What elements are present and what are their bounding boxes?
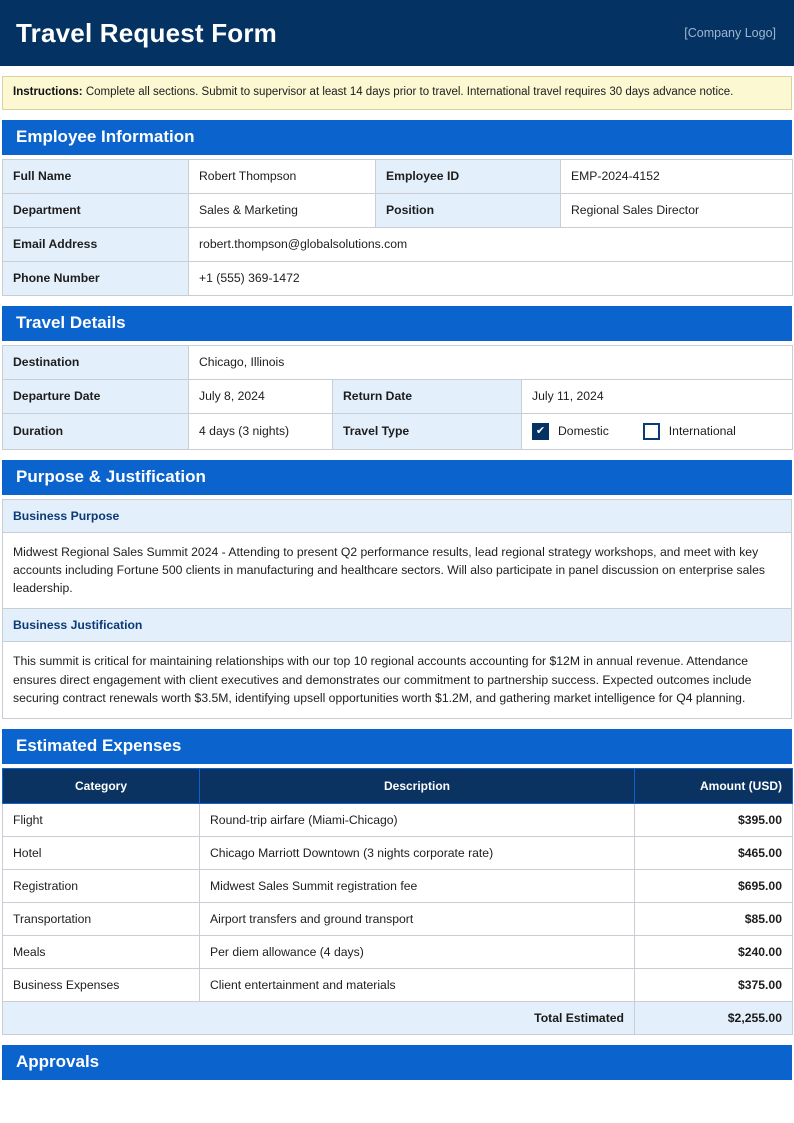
field-label-department: Department bbox=[3, 193, 189, 227]
company-logo-placeholder: [Company Logo] bbox=[684, 26, 776, 40]
table-row bbox=[3, 903, 793, 936]
section-header-purpose-justification: Purpose & Justification bbox=[2, 460, 792, 495]
field-value-business-purpose: Midwest Regional Sales Summit 2024 - Attending to present Q2 performance results, lead regional strategy workshops, and meet with key accounts including Fortune 500 clients in manufacturing and healthcare sectors. Will also participate in panel discussion on enterprise sales leadership. bbox=[2, 533, 792, 610]
field-value-phone-number: +1 (555) 369-1472 bbox=[189, 261, 793, 295]
section-header-employee-information: Employee Information bbox=[2, 120, 792, 155]
checkbox-domestic[interactable] bbox=[532, 423, 609, 440]
checkbox-label-domestic: Domestic bbox=[558, 424, 609, 439]
instructions-label: Instructions: bbox=[13, 86, 83, 98]
expense-category: Hotel bbox=[3, 837, 200, 870]
checkbox-unchecked-icon[interactable] bbox=[643, 423, 660, 440]
field-label-departure-date: Departure Date bbox=[3, 379, 189, 413]
page-title: Travel Request Form bbox=[16, 17, 277, 48]
field-value-full-name: Robert Thompson bbox=[189, 159, 376, 193]
expense-description: Airport transfers and ground transport bbox=[200, 903, 635, 936]
table-row bbox=[3, 227, 793, 261]
field-value-employee-id: EMP-2024-4152 bbox=[561, 159, 793, 193]
expense-description: Midwest Sales Summit registration fee bbox=[200, 870, 635, 903]
instructions-text: Complete all sections. Submit to supervisor at least 14 days prior to travel. International travel requires 30 days advance notice. bbox=[85, 86, 734, 98]
table-row bbox=[3, 936, 793, 969]
field-value-department: Sales & Marketing bbox=[189, 193, 376, 227]
table-row bbox=[3, 837, 793, 870]
field-value-position: Regional Sales Director bbox=[561, 193, 793, 227]
expense-category: Registration bbox=[3, 870, 200, 903]
field-value-departure-date: July 8, 2024 bbox=[189, 379, 333, 413]
field-label-email-address: Email Address bbox=[3, 227, 189, 261]
table-row bbox=[3, 804, 793, 837]
expense-amount: $395.00 bbox=[635, 804, 793, 837]
expense-category: Meals bbox=[3, 936, 200, 969]
table-row bbox=[3, 261, 793, 295]
checkbox-label-international: International bbox=[668, 424, 736, 439]
column-header-amount: Amount (USD) bbox=[635, 769, 793, 804]
field-label-phone-number: Phone Number bbox=[3, 261, 189, 295]
field-label-duration: Duration bbox=[3, 413, 189, 449]
expense-description: Chicago Marriott Downtown (3 nights corporate rate) bbox=[200, 837, 635, 870]
estimated-expenses-table bbox=[2, 768, 793, 1035]
expense-amount: $695.00 bbox=[635, 870, 793, 903]
field-label-employee-id: Employee ID bbox=[376, 159, 561, 193]
column-header-description: Description bbox=[200, 769, 635, 804]
table-row bbox=[3, 969, 793, 1002]
field-label-travel-type: Travel Type bbox=[333, 413, 522, 449]
field-label-business-purpose: Business Purpose bbox=[2, 499, 792, 533]
field-label-business-justification: Business Justification bbox=[2, 609, 792, 642]
field-label-position: Position bbox=[376, 193, 561, 227]
section-header-travel-details: Travel Details bbox=[2, 306, 792, 341]
field-value-destination: Chicago, Illinois bbox=[189, 345, 793, 379]
business-justification-block bbox=[2, 609, 792, 719]
field-value-email-address: robert.thompson@globalsolutions.com bbox=[189, 227, 793, 261]
expenses-total-row bbox=[3, 1002, 793, 1035]
expense-category: Flight bbox=[3, 804, 200, 837]
document-header bbox=[0, 0, 794, 66]
expense-amount: $465.00 bbox=[635, 837, 793, 870]
expense-description: Round-trip airfare (Miami-Chicago) bbox=[200, 804, 635, 837]
field-value-return-date: July 11, 2024 bbox=[522, 379, 793, 413]
table-row bbox=[3, 193, 793, 227]
expense-amount: $85.00 bbox=[635, 903, 793, 936]
checkbox-international[interactable] bbox=[643, 423, 736, 440]
travel-details-table bbox=[2, 345, 793, 450]
expense-description: Per diem allowance (4 days) bbox=[200, 936, 635, 969]
expense-amount: $240.00 bbox=[635, 936, 793, 969]
instructions-banner bbox=[2, 76, 792, 110]
field-label-return-date: Return Date bbox=[333, 379, 522, 413]
section-header-approvals: Approvals bbox=[2, 1045, 792, 1080]
field-value-travel-type bbox=[522, 413, 793, 449]
business-purpose-block bbox=[2, 499, 792, 610]
total-estimated-amount: $2,255.00 bbox=[635, 1002, 793, 1035]
travel-type-checkbox-group bbox=[532, 423, 782, 440]
field-value-duration: 4 days (3 nights) bbox=[189, 413, 333, 449]
field-label-full-name: Full Name bbox=[3, 159, 189, 193]
expense-category: Transportation bbox=[3, 903, 200, 936]
table-row bbox=[3, 345, 793, 379]
table-row bbox=[3, 413, 793, 449]
checkbox-checked-icon[interactable] bbox=[532, 423, 549, 440]
table-row bbox=[3, 870, 793, 903]
table-row bbox=[3, 379, 793, 413]
total-estimated-label: Total Estimated bbox=[3, 1002, 635, 1035]
table-header-row bbox=[3, 769, 793, 804]
employee-information-table bbox=[2, 159, 793, 296]
expense-description: Client entertainment and materials bbox=[200, 969, 635, 1002]
section-header-estimated-expenses: Estimated Expenses bbox=[2, 729, 792, 764]
column-header-category: Category bbox=[3, 769, 200, 804]
table-row bbox=[3, 159, 793, 193]
field-value-business-justification: This summit is critical for maintaining relationships with our top 10 regional accounts accounting for $12M in annual revenue. Attendance ensures direct engagement with client executives and demonstrates our commitment to partnership success. Expected outcomes include securing contract renewals worth $3.5M, identifying upsell opportunities worth $1.2M, and gathering market intelligence for Q4 planning. bbox=[2, 642, 792, 719]
expense-category: Business Expenses bbox=[3, 969, 200, 1002]
expense-amount: $375.00 bbox=[635, 969, 793, 1002]
field-label-destination: Destination bbox=[3, 345, 189, 379]
